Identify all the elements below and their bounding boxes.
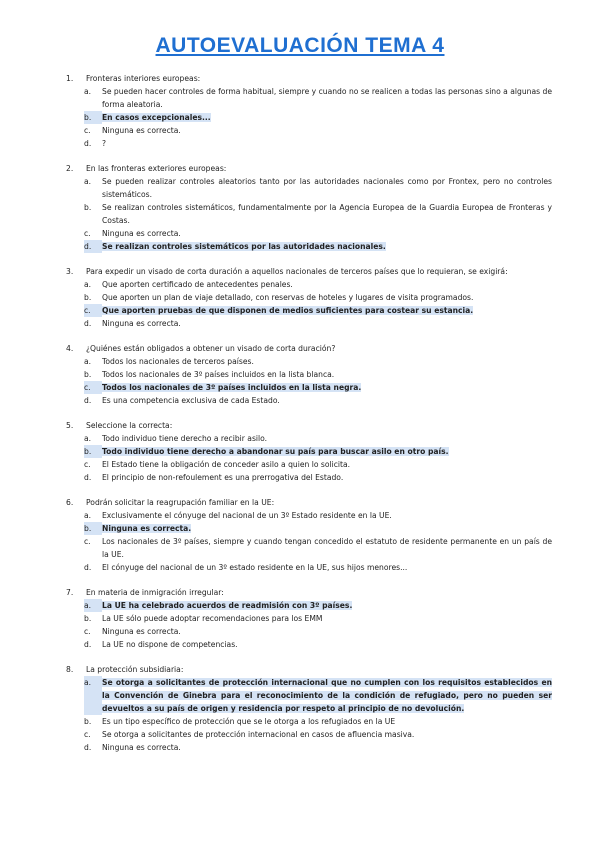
option-letter: d.	[84, 640, 92, 649]
option-text: Todo individuo tiene derecho a abandonar su país para buscar asilo en otro país.	[102, 447, 449, 456]
option-letter: c.	[84, 304, 102, 317]
option-text: Ninguna es correcta.	[102, 126, 181, 135]
option-letter: d.	[84, 139, 92, 148]
option-letter: b.	[84, 293, 92, 302]
option-letter: c.	[84, 627, 91, 636]
option-text: ?	[102, 139, 107, 148]
question-text: La protección subsidiaria:	[86, 665, 184, 674]
option-text: El Estado tiene la obligación de conceder asilo a quien lo solicita.	[102, 460, 351, 469]
option-letter: b.	[84, 522, 102, 535]
answer-option	[84, 394, 552, 407]
answer-option	[84, 124, 552, 137]
option-text: Se otorga a solicitantes de protección internacional que no cumplen con los requisitos establecidos en la Convención de Ginebra para el reconocimiento de la condición de refugiado, pero no pueden ser devueltos a su país de origen y residencia por respeto al principio de no devolución.	[102, 678, 552, 713]
option-text: El principio de non-refoulement es una prerrogativa del Estado.	[102, 473, 344, 482]
question-text: ¿Quiénes están obligados a obtener un visado de corta duración?	[86, 344, 336, 353]
option-text: Se otorga a solicitantes de protección internacional en casos de afluencia masiva.	[102, 730, 415, 739]
option-letter: c.	[84, 730, 91, 739]
option-text: Ninguna es correcta.	[102, 319, 181, 328]
answer-option	[84, 317, 552, 330]
option-text: Es un tipo específico de protección que se le otorga a los refugiados en la UE	[102, 717, 396, 726]
question-number: 2.	[66, 164, 74, 173]
option-text: La UE ha celebrado acuerdos de readmisión con 3º países.	[102, 601, 353, 610]
answer-option	[84, 278, 552, 291]
question-text: Fronteras interiores europeas:	[86, 74, 201, 83]
page-title: AUTOEVALUACIÓN TEMA 4	[155, 34, 445, 57]
option-letter: b.	[84, 370, 92, 379]
question-header	[66, 663, 552, 676]
answer-option	[84, 509, 552, 522]
question-7	[66, 586, 552, 651]
answer-option	[84, 625, 552, 638]
option-letter: a.	[84, 599, 102, 612]
option-text: El cónyuge del nacional de un 3º estado residente en la UE, sus hijos menores...	[102, 563, 408, 572]
answer-option	[84, 471, 552, 484]
question-header	[66, 72, 552, 85]
option-text: Se realizan controles sistemáticos por las autoridades nacionales.	[102, 242, 386, 251]
option-letter: c.	[84, 537, 91, 546]
answer-option	[84, 368, 552, 381]
answer-option	[84, 561, 552, 574]
option-text: Todos los nacionales de 3º países incluidos en la lista negra.	[102, 383, 362, 392]
question-4	[66, 342, 552, 407]
answer-option	[84, 355, 552, 368]
question-number: 3.	[66, 267, 74, 276]
question-text: En las fronteras exteriores europeas:	[86, 164, 227, 173]
option-text: Exclusivamente el cónyuge del nacional de un 3º Estado residente en la UE.	[102, 511, 392, 520]
question-6	[66, 496, 552, 574]
option-letter: b.	[84, 614, 92, 623]
option-letter: d.	[84, 319, 92, 328]
highlighted-answer-option	[84, 240, 552, 253]
option-text: Que aporten pruebas de que disponen de medios suficientes para costear su estancia.	[102, 306, 474, 315]
option-letter: a.	[84, 511, 92, 520]
option-letter: a.	[84, 357, 92, 366]
question-number: 1.	[66, 74, 74, 83]
question-number: 5.	[66, 421, 74, 430]
option-letter: a.	[84, 676, 102, 715]
answer-option	[84, 728, 552, 741]
option-letter: d.	[84, 240, 102, 253]
answer-option	[84, 741, 552, 754]
question-5	[66, 419, 552, 484]
option-letter: a.	[84, 434, 92, 443]
highlighted-answer-option	[84, 304, 552, 317]
answer-option	[84, 535, 552, 561]
option-letter: c.	[84, 381, 102, 394]
question-header	[66, 586, 552, 599]
option-text: La UE no dispone de competencias.	[102, 640, 238, 649]
question-text: En materia de inmigración irregular:	[86, 588, 224, 597]
option-text: Que aporten certificado de antecedentes penales.	[102, 280, 293, 289]
answer-option	[84, 137, 552, 150]
option-letter: b.	[84, 203, 92, 212]
question-header	[66, 162, 552, 175]
answer-option	[84, 85, 552, 111]
option-text: Los nacionales de 3º países, siempre y cuando tengan concedido el estatuto de residente permanente en un país de la UE.	[102, 537, 552, 559]
question-number: 4.	[66, 344, 74, 353]
option-text: Se realizan controles sistemáticos, fundamentalmente por la Agencia Europea de la Guardia Europea de Fronteras y Costas.	[102, 203, 552, 225]
question-number: 6.	[66, 498, 74, 507]
option-text: Se pueden realizar controles aleatorios tanto por las autoridades nacionales como por Frontex, pero no controles sistemáticos.	[102, 177, 552, 199]
question-header	[66, 342, 552, 355]
option-text: Ninguna es correcta.	[102, 627, 181, 636]
option-letter: b.	[84, 717, 92, 726]
answer-option	[84, 291, 552, 304]
question-text: Seleccione la correcta:	[86, 421, 173, 430]
option-text: Se pueden hacer controles de forma habitual, siempre y cuando no se realicen a todas las personas sino a algunas de forma aleatoria.	[102, 87, 552, 109]
option-letter: b.	[84, 445, 102, 458]
answer-option	[84, 175, 552, 201]
highlighted-answer-option	[84, 676, 552, 715]
question-number: 7.	[66, 588, 74, 597]
option-text: Que aporten un plan de viaje detallado, con reservas de hoteles y lugares de visita programados.	[102, 293, 474, 302]
option-text: La UE sólo puede adoptar recomendaciones para los EMM	[102, 614, 323, 623]
highlighted-answer-option	[84, 522, 552, 535]
answer-option	[84, 432, 552, 445]
option-letter: d.	[84, 396, 92, 405]
answer-option	[84, 201, 552, 227]
option-letter: a.	[84, 87, 92, 96]
question-text: Para expedir un visado de corta duración a aquellos nacionales de terceros países que lo requieran, se exigirá:	[86, 267, 508, 276]
question-3	[66, 265, 552, 330]
option-letter: d.	[84, 563, 92, 572]
option-letter: b.	[84, 111, 102, 124]
question-8	[66, 663, 552, 754]
option-letter: c.	[84, 460, 91, 469]
question-header	[66, 496, 552, 509]
option-text: Todos los nacionales de 3º países incluidos en la lista blanca.	[102, 370, 335, 379]
option-letter: c.	[84, 229, 91, 238]
option-text: En casos excepcionales...	[102, 113, 211, 122]
question-2	[66, 162, 552, 253]
option-letter: c.	[84, 126, 91, 135]
option-text: Ninguna es correcta.	[102, 229, 181, 238]
option-text: Todo individuo tiene derecho a recibir asilo.	[102, 434, 268, 443]
answer-option	[84, 715, 552, 728]
option-letter: a.	[84, 177, 92, 186]
question-header	[66, 265, 552, 278]
answer-option	[84, 227, 552, 240]
highlighted-answer-option	[84, 599, 552, 612]
option-text: Todos los nacionales de terceros países.	[102, 357, 254, 366]
highlighted-answer-option	[84, 381, 552, 394]
question-text: Podrán solicitar la reagrupación familiar en la UE:	[86, 498, 275, 507]
question-1	[66, 72, 552, 150]
question-number: 8.	[66, 665, 74, 674]
question-list	[66, 72, 552, 766]
option-text: Es una competencia exclusiva de cada Estado.	[102, 396, 280, 405]
highlighted-answer-option	[84, 111, 552, 124]
option-letter: d.	[84, 473, 92, 482]
option-letter: d.	[84, 743, 92, 752]
option-text: Ninguna es correcta.	[102, 524, 192, 533]
answer-option	[84, 638, 552, 651]
highlighted-answer-option	[84, 445, 552, 458]
answer-option	[84, 458, 552, 471]
question-header	[66, 419, 552, 432]
answer-option	[84, 612, 552, 625]
option-text: Ninguna es correcta.	[102, 743, 181, 752]
option-letter: a.	[84, 280, 92, 289]
